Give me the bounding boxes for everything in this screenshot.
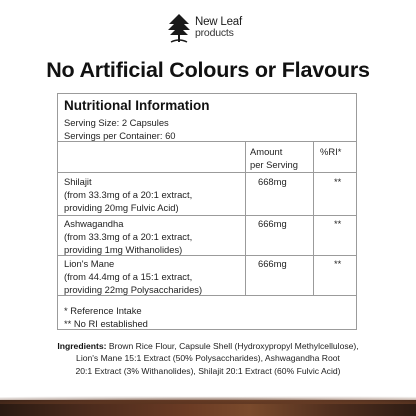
footnote-reference-intake: * Reference Intake	[64, 305, 142, 316]
row-name: Lion's Mane	[64, 258, 115, 269]
nutrition-panel	[57, 93, 357, 330]
servings-per-container: Servings per Container: 60	[64, 130, 176, 141]
panel-title: Nutritional Information	[64, 98, 210, 113]
table-rule	[58, 172, 356, 173]
row-name: Ashwagandha	[64, 218, 124, 229]
header-amount-sub: per Serving	[250, 159, 298, 170]
row-ri: **	[334, 218, 342, 229]
footnote-no-ri: ** No RI established	[64, 318, 148, 329]
soil-background	[0, 400, 416, 416]
ingredients-text	[0, 340, 416, 377]
row-desc: (from 33.3mg of a 20:1 extract,	[64, 231, 193, 242]
row-name: Shilajit	[64, 176, 92, 187]
row-desc: (from 33.3mg of a 20:1 extract,	[64, 189, 193, 200]
ingredients-line	[0, 340, 416, 352]
brand-logo	[167, 13, 255, 47]
header-ri: %RI*	[320, 146, 342, 157]
ingredients-text-line: Brown Rice Flour, Capsule Shell (Hydroxypropyl Methylcellulose),	[106, 341, 359, 351]
nutrition-table	[58, 141, 356, 295]
brand-title: New Leaf	[195, 16, 242, 28]
headline: No Artificial Colours or Flavours	[46, 58, 370, 82]
row-desc: providing 1mg Withanolides)	[64, 244, 183, 255]
header-amount: Amount	[250, 146, 283, 157]
row-desc: (from 44.4mg of a 15:1 extract,	[64, 271, 193, 282]
ingredients-line: 20:1 Extract (3% Withanolides), Shilajit 20:1 Extract (60% Fulvic Acid)	[75, 365, 341, 376]
row-amount: 666mg	[258, 258, 287, 269]
row-ri: **	[334, 176, 342, 187]
leaf-icon	[167, 13, 191, 45]
brand-subtitle: products	[195, 27, 234, 39]
table-rule	[58, 141, 356, 142]
row-amount: 666mg	[258, 218, 287, 229]
table-column-divider	[245, 141, 246, 295]
brand-name	[195, 16, 242, 39]
serving-size: Serving Size: 2 Capsules	[64, 117, 169, 128]
table-rule	[58, 215, 356, 216]
ingredients-label: Ingredients:	[57, 341, 107, 351]
row-desc: providing 20mg Fulvic Acid)	[64, 202, 179, 213]
row-desc: providing 22mg Polysaccharides)	[64, 284, 203, 295]
ingredients-line: Lion's Mane 15:1 Extract (50% Polysaccharides), Ashwagandha Root	[76, 353, 340, 364]
table-column-divider	[313, 141, 314, 295]
row-ri: **	[334, 258, 342, 269]
row-amount: 668mg	[258, 176, 287, 187]
